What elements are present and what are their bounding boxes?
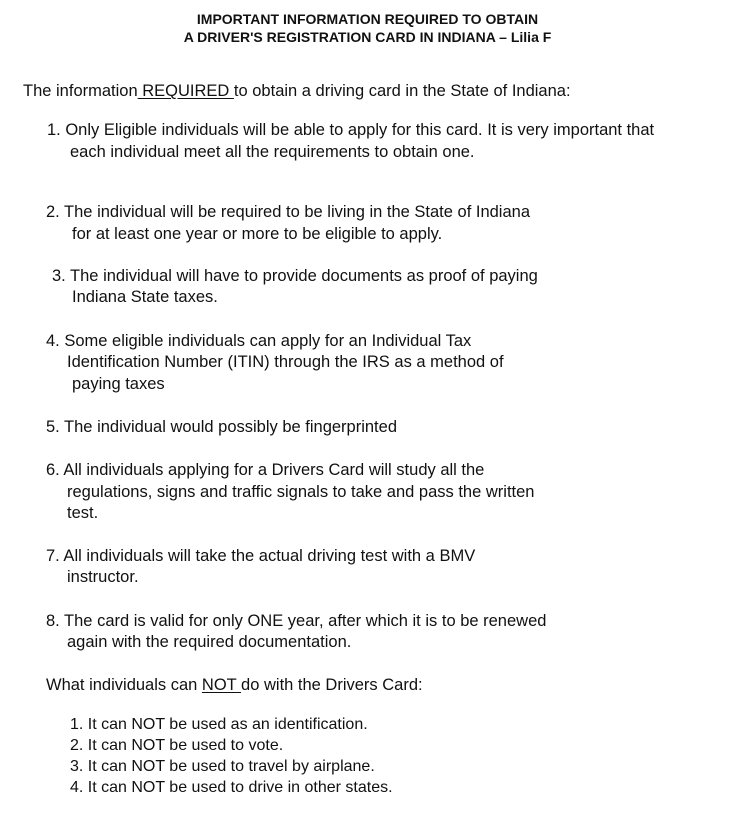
list-item: 1. It can NOT be used as an identification. [70,716,368,733]
list-item-line: paying taxes [72,375,165,393]
list-item-line: for at least one year or more to be eligible to apply. [72,225,443,243]
cannot-heading [46,675,423,696]
list-item: 4. It can NOT be used to drive in other states. [70,779,393,796]
cannot-text-after: do with the Drivers Card: [241,676,423,694]
list-item-line: instructor. [67,568,139,586]
list-item-line: regulations, signs and traffic signals to take and pass the written [67,483,535,501]
list-item-line: 7. All individuals will take the actual driving test with a BMV [46,547,476,565]
intro-text-before: The information [23,82,138,100]
title-line-1: IMPORTANT INFORMATION REQUIRED TO OBTAIN [196,11,539,27]
intro-sentence [23,81,571,102]
list-item-line: 5. The individual would possibly be fingerprinted [46,418,397,436]
cannot-text-before: What individuals can [46,676,202,694]
title-line-2: A DRIVER'S REGISTRATION CARD IN INDIANA – Lilia F [183,29,552,45]
list-item-line: Identification Number (ITIN) through the IRS as a method of [67,353,504,371]
list-item-line: Indiana State taxes. [72,288,218,306]
list-item-line: 1. Only Eligible individuals will be able to apply for this card. It is very important that [47,121,655,139]
cannot-not-underlined: NOT [201,676,242,694]
list-item-line: each individual meet all the requirements to obtain one. [70,143,475,161]
intro-required-underlined: REQUIRED [137,82,234,100]
list-item-line: 2. The individual will be required to be living in the State of Indiana [46,203,531,221]
list-item-line: 8. The card is valid for only ONE year, after which it is to be renewed [46,612,547,630]
list-item: 2. It can NOT be used to vote. [70,737,284,754]
list-item-line: test. [67,504,99,522]
list-item: 3. It can NOT be used to travel by airplane. [70,758,375,775]
intro-text-after: to obtain a driving card in the State of Indiana: [233,82,571,100]
list-item-line: 6. All individuals applying for a Drivers Card will study all the [46,461,485,479]
list-item-line: again with the required documentation. [67,633,352,651]
list-item-line: 4. Some eligible individuals can apply for an Individual Tax [46,332,472,350]
list-item-line: 3. The individual will have to provide documents as proof of paying [52,267,538,285]
